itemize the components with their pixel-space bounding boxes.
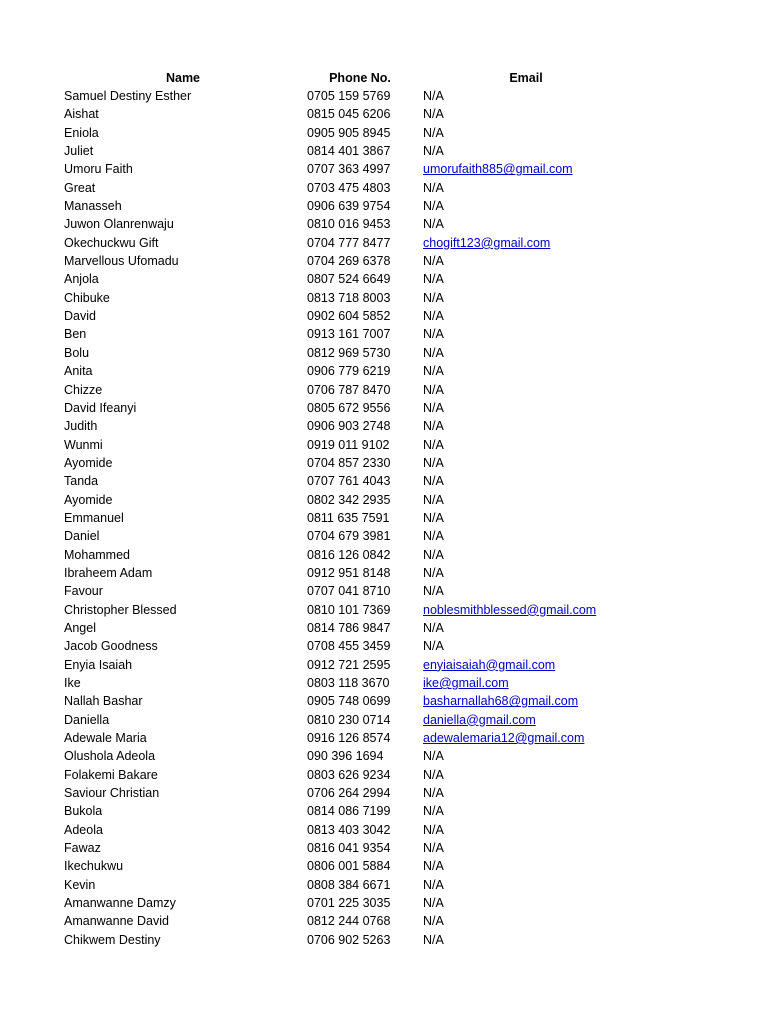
table-row: [0, 656, 768, 674]
contact-name: Folakemi Bakare: [64, 767, 158, 782]
contact-phone: 0704 857 2330: [307, 455, 391, 470]
email-link[interactable]: chogift123@gmail.com: [423, 235, 551, 250]
contact-email: N/A: [423, 400, 444, 415]
table-row: [0, 802, 768, 820]
table-row: [0, 747, 768, 765]
contact-name: Adewale Maria: [64, 731, 147, 746]
contact-name: Mohammed: [64, 547, 130, 562]
contact-phone: 0814 086 7199: [307, 804, 391, 819]
table-row: [0, 381, 768, 399]
contact-name: Juliet: [64, 144, 94, 159]
contact-name: Wunmi: [64, 437, 103, 452]
contact-email: N/A: [423, 309, 444, 324]
contact-name: Aishat: [64, 107, 99, 122]
table-row: [0, 289, 768, 307]
contact-phone: 0812 969 5730: [307, 345, 391, 360]
contact-name: Okechuckwu Gift: [64, 235, 159, 250]
contact-email: N/A: [423, 345, 444, 360]
contact-email: N/A: [423, 474, 444, 489]
contact-email: N/A: [423, 932, 444, 947]
contact-name: Fawaz: [64, 841, 101, 856]
contact-phone: 0806 001 5884: [307, 859, 391, 874]
contact-email: N/A: [423, 639, 444, 654]
table-row: [0, 215, 768, 233]
table-row: [0, 601, 768, 619]
email-link[interactable]: noblesmithblessed@gmail.com: [423, 602, 597, 617]
contact-phone: 0810 230 0714: [307, 712, 391, 727]
table-row: [0, 564, 768, 582]
contact-name: Umoru Faith: [64, 162, 133, 177]
table-row: [0, 105, 768, 123]
table-header: [0, 68, 768, 87]
contact-email: N/A: [423, 547, 444, 562]
contact-phone: 0906 779 6219: [307, 364, 391, 379]
table-row: [0, 362, 768, 380]
contact-list: [0, 87, 768, 949]
contact-phone: 0815 045 6206: [307, 107, 391, 122]
contact-phone: 0814 401 3867: [307, 144, 391, 159]
contact-email: N/A: [423, 510, 444, 525]
contact-name: Anita: [64, 364, 93, 379]
contact-phone: 0906 903 2748: [307, 419, 391, 434]
contact-name: Favour: [64, 584, 103, 599]
contact-name: Adeola: [64, 822, 103, 837]
contact-name: Olushola Adeola: [64, 749, 156, 764]
table-row: [0, 784, 768, 802]
table-row: [0, 142, 768, 160]
contact-phone: 0816 126 0842: [307, 547, 391, 562]
contact-name: Manasseh: [64, 199, 122, 214]
table-row: [0, 637, 768, 655]
contact-name: Bukola: [64, 804, 103, 819]
contact-name: Chikwem Destiny: [64, 932, 161, 947]
contact-phone: 0807 524 6649: [307, 272, 391, 287]
contact-name: David: [64, 309, 96, 324]
contact-email: N/A: [423, 364, 444, 379]
contact-email: N/A: [423, 290, 444, 305]
contact-email: N/A: [423, 107, 444, 122]
contact-email: N/A: [423, 254, 444, 269]
contact-name: Daniel: [64, 529, 100, 544]
header-phone: Phone No.: [329, 71, 391, 85]
contact-phone: 0905 905 8945: [307, 125, 391, 140]
table-row: [0, 307, 768, 325]
table-row: [0, 729, 768, 747]
contact-phone: 0808 384 6671: [307, 877, 391, 892]
contact-name: Tanda: [64, 474, 99, 489]
contact-phone: 0916 126 8574: [307, 731, 391, 746]
contact-email: N/A: [423, 144, 444, 159]
contact-name: Nallah Bashar: [64, 694, 143, 709]
contact-phone: 0705 159 5769: [307, 89, 391, 103]
contact-email: N/A: [423, 217, 444, 232]
table-row: [0, 894, 768, 912]
header-name: Name: [165, 71, 201, 85]
contact-phone: 0814 786 9847: [307, 620, 391, 635]
table-row: [0, 876, 768, 894]
contact-name: Ben: [64, 327, 87, 342]
contact-email: N/A: [423, 877, 444, 892]
contact-email: N/A: [423, 914, 444, 929]
contact-phone: 0803 118 3670: [307, 676, 390, 690]
contact-phone: 0813 718 8003: [307, 290, 391, 305]
contact-name: Marvellous Ufomadu: [64, 254, 179, 269]
contact-name: Eniola: [64, 125, 99, 140]
contact-phone: 0813 403 3042: [307, 822, 391, 837]
contact-email: N/A: [423, 492, 444, 507]
contact-name: Emmanuel: [64, 510, 124, 525]
table-row: [0, 197, 768, 215]
contact-phone: 0803 626 9234: [307, 767, 391, 782]
contact-email: N/A: [423, 859, 444, 874]
table-row: [0, 344, 768, 362]
table-row: [0, 931, 768, 949]
contact-phone: 0704 269 6378: [307, 254, 391, 269]
table-row: [0, 491, 768, 509]
table-row: [0, 325, 768, 343]
table-row: [0, 674, 768, 692]
contact-email: N/A: [423, 125, 444, 140]
contact-email: N/A: [423, 529, 444, 544]
contact-name: Amanwanne David: [64, 914, 169, 929]
contact-name: Amanwanne Damzy: [64, 896, 176, 911]
contact-phone: 0805 672 9556: [307, 400, 391, 415]
contact-phone: 0919 011 9102: [307, 437, 390, 452]
contact-phone: 0810 101 7369: [307, 602, 391, 617]
table-row: [0, 472, 768, 490]
contact-email: N/A: [423, 767, 444, 782]
contact-phone: 0707 041 8710: [307, 584, 391, 599]
table-row: [0, 821, 768, 839]
contact-name: Daniella: [64, 712, 110, 727]
contact-name: David Ifeanyi: [64, 400, 137, 415]
contact-name: Bolu: [64, 345, 90, 360]
contact-phone: 0704 679 3981: [307, 529, 391, 544]
table-row: [0, 527, 768, 545]
contact-phone: 0913 161 7007: [307, 327, 391, 342]
table-row: [0, 711, 768, 729]
contact-email: N/A: [423, 822, 444, 837]
contact-name: Christopher Blessed: [64, 602, 177, 617]
contact-email: N/A: [423, 620, 444, 635]
contact-phone: 090 396 1694: [307, 749, 384, 764]
contact-phone: 0906 639 9754: [307, 199, 391, 214]
table-row: [0, 87, 768, 105]
contact-email: N/A: [423, 89, 444, 103]
email-link[interactable]: umorufaith885@gmail.com: [423, 162, 573, 177]
contact-email: N/A: [423, 584, 444, 599]
contact-name: Saviour Christian: [64, 786, 160, 801]
email-link[interactable]: adewalemaria12@gmail.com: [423, 731, 585, 746]
contact-phone: 0816 041 9354: [307, 841, 391, 856]
table-row: [0, 912, 768, 930]
contact-email: N/A: [423, 804, 444, 819]
table-row: [0, 252, 768, 270]
contact-phone: 0701 225 3035: [307, 896, 391, 911]
contact-email: N/A: [423, 199, 444, 214]
contact-phone: 0703 475 4803: [307, 180, 391, 195]
contact-name: Ayomide: [64, 455, 113, 470]
contact-phone: 0706 787 8470: [307, 382, 391, 397]
contact-name: Anjola: [64, 272, 99, 287]
contact-email: N/A: [423, 382, 444, 397]
table-row: [0, 839, 768, 857]
contact-phone: 0706 902 5263: [307, 932, 391, 947]
contact-phone: 0811 635 7591: [307, 510, 390, 525]
table-row: [0, 399, 768, 417]
contact-email: N/A: [423, 896, 444, 911]
table-row: [0, 454, 768, 472]
table-row: [0, 619, 768, 637]
table-row: [0, 692, 768, 710]
contact-phone: 0706 264 2994: [307, 786, 391, 801]
email-link[interactable]: daniella@gmail.com: [423, 712, 536, 727]
contact-email: N/A: [423, 437, 444, 452]
contact-phone: 0812 244 0768: [307, 914, 391, 929]
contact-email: N/A: [423, 419, 444, 434]
table-row: [0, 234, 768, 252]
contact-phone: 0704 777 8477: [307, 235, 391, 250]
contact-phone: 0912 721 2595: [307, 657, 391, 672]
table-row: [0, 582, 768, 600]
email-link[interactable]: enyiaisaiah@gmail.com: [423, 657, 556, 672]
table-row: [0, 417, 768, 435]
contact-email: N/A: [423, 327, 444, 342]
contact-email: N/A: [423, 786, 444, 801]
contact-name: Chibuke: [64, 290, 110, 305]
table-row: [0, 546, 768, 564]
contact-name: Great: [64, 180, 96, 195]
contact-name: Jacob Goodness: [64, 639, 158, 654]
contact-phone: 0912 951 8148: [307, 565, 391, 580]
contact-name: Judith: [64, 419, 98, 434]
table-row: [0, 270, 768, 288]
contact-name: Juwon Olanrenwaju: [64, 217, 174, 232]
contact-name: Samuel Destiny Esther: [64, 89, 192, 103]
contact-name: Ibraheem Adam: [64, 565, 153, 580]
contact-phone: 0905 748 0699: [307, 694, 391, 709]
contact-name: Kevin: [64, 877, 96, 892]
contact-phone: 0902 604 5852: [307, 309, 391, 324]
contact-name: Ayomide: [64, 492, 113, 507]
table-row: [0, 857, 768, 875]
contact-phone: 0707 363 4997: [307, 162, 391, 177]
contact-phone: 0707 761 4043: [307, 474, 391, 489]
contact-phone: 0708 455 3459: [307, 639, 391, 654]
contact-email: N/A: [423, 180, 444, 195]
contact-name: Chizze: [64, 382, 103, 397]
header-email: Email: [509, 71, 543, 85]
contact-phone: 0810 016 9453: [307, 217, 391, 232]
email-link[interactable]: ike@gmail.com: [423, 676, 509, 690]
table-row: [0, 766, 768, 784]
table-row: [0, 179, 768, 197]
contact-name: Ike: [64, 676, 81, 690]
contact-email: N/A: [423, 841, 444, 856]
email-link[interactable]: basharnallah68@gmail.com: [423, 694, 579, 709]
table-row: [0, 509, 768, 527]
contact-email: N/A: [423, 565, 444, 580]
contact-email: N/A: [423, 272, 444, 287]
contact-email: N/A: [423, 749, 444, 764]
table-row: [0, 124, 768, 142]
contact-name: Angel: [64, 620, 96, 635]
contact-email: N/A: [423, 455, 444, 470]
contact-phone: 0802 342 2935: [307, 492, 391, 507]
contact-name: Ikechukwu: [64, 859, 124, 874]
contact-name: Enyia Isaiah: [64, 657, 133, 672]
table-row: [0, 436, 768, 454]
table-row: [0, 160, 768, 178]
